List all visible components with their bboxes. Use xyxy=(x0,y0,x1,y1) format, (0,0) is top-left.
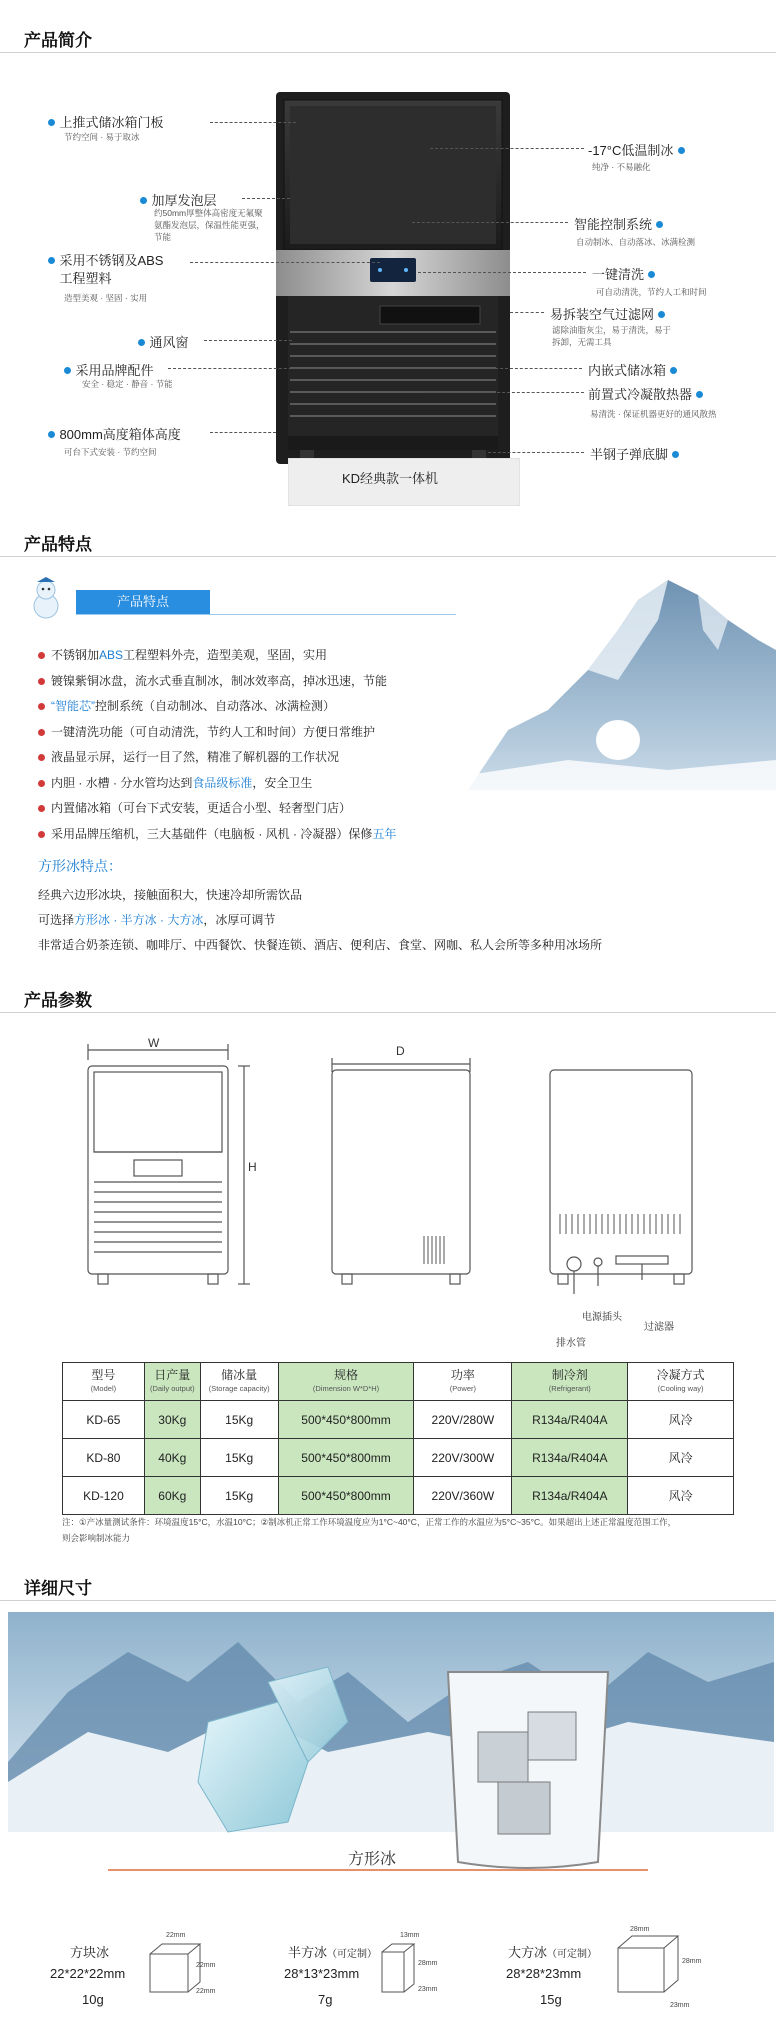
right-label-lowtemp-sub: 纯净 · 不易融化 xyxy=(592,162,651,172)
cube-size: 28*13*23mm xyxy=(284,1966,360,1981)
cube-dim-1: 22mm xyxy=(166,1932,186,1939)
table-note-1: 注：①产冰量测试条件：环境温度15°C，水温10°C；②制冰机正常工作环境温度应为1°C~40°C，正常工作的水温应为5°C~35°C。如果超出上述正常温度范围工作， xyxy=(62,1517,677,1527)
ice-features-list xyxy=(38,886,602,961)
leader-line xyxy=(418,272,586,273)
feature-text: 控制系统（自动制冰、自动落冰、冰满检测） xyxy=(95,699,336,713)
feature-item xyxy=(38,697,396,723)
feature-text: 镀镍紫铜冰盘，流水式垂直制冰，制冰效率高，掉冰迅速，节能 xyxy=(51,673,388,688)
header-cn: 冷凝方式 xyxy=(656,1367,705,1382)
right-label-filter-sub: 滤除油脂灰尘，易于清洗，易于拆卸，无需工具 xyxy=(552,325,672,347)
feature-item xyxy=(38,723,396,749)
header-en: (Dimension W*D*H) xyxy=(312,1383,380,1393)
cube-weight: 10g xyxy=(82,1992,104,2007)
cube-size: 22*22*22mm xyxy=(50,1966,126,1981)
front-view-drawing xyxy=(78,1036,268,1306)
header-en: (Daily output) xyxy=(149,1383,195,1393)
table-note-2: 则会影响制冰能力 xyxy=(62,1533,131,1543)
section-divider xyxy=(0,1012,776,1013)
left-label-foam-sub: 约50mm厚整体高密度无氟聚氨酯发泡层，保温性能更强，节能 xyxy=(154,208,265,242)
cell-model: KD-65 xyxy=(63,1401,145,1439)
cube-name: 方块冰 xyxy=(70,1945,110,1960)
header-en: (Power) xyxy=(449,1383,477,1393)
leader-line xyxy=(430,148,584,149)
right-label-control-sub: 自动制冰、自动落冰、冰满检测 xyxy=(576,237,696,247)
ice-feature-text: ，冰厚可调节 xyxy=(203,913,276,927)
features-banner: 产品特点 xyxy=(76,590,210,614)
feature-item xyxy=(38,774,396,800)
cube-size: 28*28*23mm xyxy=(506,1966,582,1981)
table-header-row xyxy=(63,1363,734,1401)
header-cn: 功率 xyxy=(450,1367,475,1382)
right-label-control xyxy=(574,214,663,234)
bullet-dot-icon xyxy=(38,754,45,761)
left-label-vent xyxy=(138,332,188,352)
dimension-d-label: D xyxy=(396,1044,405,1058)
cell-output: 30Kg xyxy=(144,1401,200,1439)
cube-dim-3: 23mm xyxy=(418,1986,438,1993)
label-title: 加厚发泡层 xyxy=(151,193,217,208)
label-title: 半钢子弹底脚 xyxy=(590,447,669,462)
cell-power: 220V/300W xyxy=(414,1439,512,1477)
label-title: 内嵌式储冰箱 xyxy=(588,363,667,378)
label-title: 智能控制系统 xyxy=(574,217,653,232)
bullet-dot-icon xyxy=(64,367,71,374)
snowman-icon xyxy=(24,576,68,620)
bullet-dot-icon xyxy=(48,431,55,438)
section-divider xyxy=(0,1600,776,1601)
leader-line xyxy=(204,340,292,341)
right-label-clean xyxy=(592,264,655,284)
ice-feature-line xyxy=(38,886,602,911)
cell-refrigerant: R134a/R404A xyxy=(512,1439,628,1477)
section-title-features: 产品特点 xyxy=(24,535,92,554)
snow-mountain-image xyxy=(468,560,776,790)
ice-feature-line xyxy=(38,936,602,961)
cell-dimension: 500*450*800mm xyxy=(278,1401,414,1439)
bullet-dot-icon xyxy=(658,311,665,318)
header-en: (Cooling way) xyxy=(657,1383,704,1393)
bullet-dot-icon xyxy=(670,367,677,374)
bullet-dot-icon xyxy=(48,257,55,264)
features-list xyxy=(38,646,396,850)
bullet-dot-icon xyxy=(38,831,45,838)
cell-power: 220V/280W xyxy=(414,1401,512,1439)
bullet-dot-icon xyxy=(656,221,663,228)
feature-text: ，安全卫生 xyxy=(252,775,313,790)
bullet-dot-icon xyxy=(38,780,45,787)
dimension-h-label: H xyxy=(248,1160,257,1174)
feature-highlight: ABS xyxy=(99,648,124,662)
bullet-dot-icon xyxy=(38,703,45,710)
cube-name xyxy=(288,1942,377,1961)
left-label-height xyxy=(48,424,181,444)
machine-caption: KD经典款一体机 xyxy=(342,471,439,486)
left-label-brand xyxy=(64,360,153,380)
header-cn: 规格 xyxy=(334,1367,359,1382)
cube-dim-1: 28mm xyxy=(630,1926,650,1933)
label-title: 前置式冷凝散热器 xyxy=(588,387,693,402)
ice-features-title: 方形冰特点： xyxy=(38,858,122,874)
side-view-drawing xyxy=(328,1036,478,1306)
bullet-dot-icon xyxy=(696,391,703,398)
feature-text: 采用品牌压缩机，三大基础件（电脑板 · 风机 · 冷凝器）保修 xyxy=(51,826,373,841)
left-label-steel xyxy=(48,252,188,288)
label-title: 800mm高度箱体高度 xyxy=(59,427,181,442)
header-refrigerant xyxy=(512,1363,628,1401)
header-power xyxy=(414,1363,512,1401)
feature-item xyxy=(38,748,396,774)
bullet-dot-icon xyxy=(140,197,147,204)
left-label-brand-sub: 安全 · 稳定 · 静音 · 节能 xyxy=(82,379,173,389)
feature-text: 内胆 · 水槽 · 分水管均达到 xyxy=(51,775,193,790)
cell-output: 40Kg xyxy=(144,1439,200,1477)
table-row xyxy=(63,1439,734,1477)
cell-cooling: 风冷 xyxy=(628,1477,734,1515)
right-label-storage xyxy=(588,360,677,380)
cube-name-text: 半方冰 xyxy=(288,1945,328,1960)
cell-dimension: 500*450*800mm xyxy=(278,1477,414,1515)
spec-table xyxy=(62,1362,734,1515)
cell-cooling: 风冷 xyxy=(628,1401,734,1439)
cube-dim-3: 22mm xyxy=(196,1988,216,1995)
bullet-dot-icon xyxy=(38,652,45,659)
feature-item xyxy=(38,799,396,825)
cube-note: （可定制） xyxy=(327,1949,378,1960)
cell-storage: 15Kg xyxy=(200,1477,278,1515)
leader-line xyxy=(210,432,276,433)
cell-storage: 15Kg xyxy=(200,1439,278,1477)
cell-cooling: 风冷 xyxy=(628,1439,734,1477)
cube-note: （可定制） xyxy=(547,1949,598,1960)
header-en: (Refrigerant) xyxy=(548,1383,591,1393)
feature-highlight: 食品级标准 xyxy=(192,775,253,790)
ice-feature-line xyxy=(38,911,602,936)
feature-highlight: “智能芯” xyxy=(51,699,95,713)
header-cooling xyxy=(628,1363,734,1401)
bullet-dot-icon xyxy=(38,805,45,812)
leader-line xyxy=(428,392,584,393)
leader-line xyxy=(436,368,582,369)
right-label-feet xyxy=(590,444,679,464)
label-title: -17°C低温制冰 xyxy=(588,143,674,158)
cube-big-drawing xyxy=(614,1932,684,2004)
feature-text: 工程塑料外壳，造型美观，坚固，实用 xyxy=(123,648,328,662)
cell-refrigerant: R134a/R404A xyxy=(512,1477,628,1515)
bullet-dot-icon xyxy=(48,119,55,126)
section-divider xyxy=(0,556,776,557)
left-label-door xyxy=(48,112,163,132)
right-label-clean-sub: 可自动清洗，节约人工和时间 xyxy=(596,287,707,297)
header-storage xyxy=(200,1363,278,1401)
cube-weight: 7g xyxy=(318,1992,333,2007)
feature-text: 一键清洗功能（可自动清洗，节约人工和时间）方便日常维护 xyxy=(51,724,376,739)
left-label-height-sub: 可台下式安装 · 节约空间 xyxy=(64,447,157,457)
left-label-steel-sub: 造型美观 · 坚固 · 实用 xyxy=(64,293,148,303)
cell-model: KD-80 xyxy=(63,1439,145,1477)
cube-dim-2: 28mm xyxy=(682,1958,702,1965)
cell-storage: 15Kg xyxy=(200,1401,278,1439)
label-drain: 排水管 xyxy=(556,1338,586,1349)
label-title: 上推式储冰箱门板 xyxy=(59,115,164,130)
feature-text: 不锈钢加 xyxy=(51,648,100,662)
bullet-dot-icon xyxy=(38,729,45,736)
leader-line xyxy=(242,198,290,199)
left-label-door-sub: 节约空间 · 易于取冰 xyxy=(64,132,140,142)
header-cn: 储冰量 xyxy=(221,1367,258,1382)
header-cn: 日产量 xyxy=(154,1367,191,1382)
header-cn: 制冷剂 xyxy=(551,1367,588,1382)
right-label-condenser xyxy=(588,384,703,404)
cube-dim-2: 22mm xyxy=(196,1962,216,1969)
bullet-dot-icon xyxy=(648,271,655,278)
cube-dim-2: 28mm xyxy=(418,1960,438,1967)
label-title: 采用不锈钢及ABS工程塑料 xyxy=(59,253,164,286)
label-title: 易拆装空气过滤网 xyxy=(550,307,655,322)
ice-type-title: 方形冰 xyxy=(348,1851,397,1868)
header-dimension xyxy=(278,1363,414,1401)
header-en: (Model) xyxy=(90,1383,117,1393)
section-title-intro: 产品简介 xyxy=(24,31,92,50)
cell-power: 220V/360W xyxy=(414,1477,512,1515)
feature-text: 内置储冰箱（可台下式安装，更适合小型、轻奢型门店） xyxy=(51,801,352,815)
cell-output: 60Kg xyxy=(144,1477,200,1515)
feature-item xyxy=(38,672,396,698)
label-title: 一键清洗 xyxy=(592,267,645,282)
feature-item xyxy=(38,646,396,672)
leader-line xyxy=(488,452,584,453)
section-divider xyxy=(0,52,776,53)
cell-dimension: 500*450*800mm xyxy=(278,1439,414,1477)
leader-line xyxy=(412,222,568,223)
header-cn: 型号 xyxy=(91,1367,116,1382)
section-title-dimensions: 详细尺寸 xyxy=(24,1579,92,1598)
label-filter: 过滤器 xyxy=(644,1322,674,1333)
leader-line xyxy=(510,312,544,313)
dimension-w-label: W xyxy=(148,1036,160,1050)
cell-refrigerant: R134a/R404A xyxy=(512,1401,628,1439)
label-title: 采用品牌配件 xyxy=(75,363,154,378)
cube-dim-1: 13mm xyxy=(400,1932,420,1939)
header-en: (Storage capacity) xyxy=(208,1383,270,1393)
ice-feature-text: 非常适合奶茶连锁、咖啡厅、中西餐饮、快餐连锁、酒店、便利店、食堂、网咖、私人会所等多种用冰场所 xyxy=(38,938,603,952)
section-title-params: 产品参数 xyxy=(24,991,92,1010)
ice-feature-highlight: 方形冰 · 半方冰 · 大方冰 xyxy=(74,913,204,927)
feature-text: 液晶显示屏，运行一目了然，精准了解机器的工作状况 xyxy=(51,750,340,764)
features-banner-line xyxy=(76,614,456,615)
leader-line xyxy=(168,368,428,369)
bullet-dot-icon xyxy=(672,451,679,458)
right-label-condenser-sub: 易清洗 · 保证机器更好的通风散热 xyxy=(590,409,717,419)
leader-line xyxy=(210,122,296,123)
cube-dim-3: 23mm xyxy=(670,2002,690,2009)
back-view-drawing xyxy=(546,1064,696,1314)
ice-feature-text: 经典六边形冰块，接触面积大，快速冷却所需饮品 xyxy=(38,888,303,902)
cell-model: KD-120 xyxy=(63,1477,145,1515)
feature-highlight: 五年 xyxy=(372,826,397,841)
label-title: 通风窗 xyxy=(149,335,189,350)
bullet-dot-icon xyxy=(138,339,145,346)
header-output xyxy=(144,1363,200,1401)
ice-feature-text: 可选择 xyxy=(38,913,75,927)
bullet-dot-icon xyxy=(38,678,45,685)
bullet-dot-icon xyxy=(678,147,685,154)
cube-weight: 15g xyxy=(540,1992,562,2007)
right-label-filter xyxy=(550,304,665,324)
right-label-lowtemp xyxy=(588,140,685,160)
feature-item xyxy=(38,825,396,851)
cube-name-text: 大方冰 xyxy=(508,1945,548,1960)
cube-name xyxy=(508,1942,597,1961)
label-power-plug: 电源插头 xyxy=(582,1312,622,1323)
leader-line xyxy=(190,262,380,263)
table-row xyxy=(63,1401,734,1439)
table-row xyxy=(63,1477,734,1515)
header-model xyxy=(63,1363,145,1401)
